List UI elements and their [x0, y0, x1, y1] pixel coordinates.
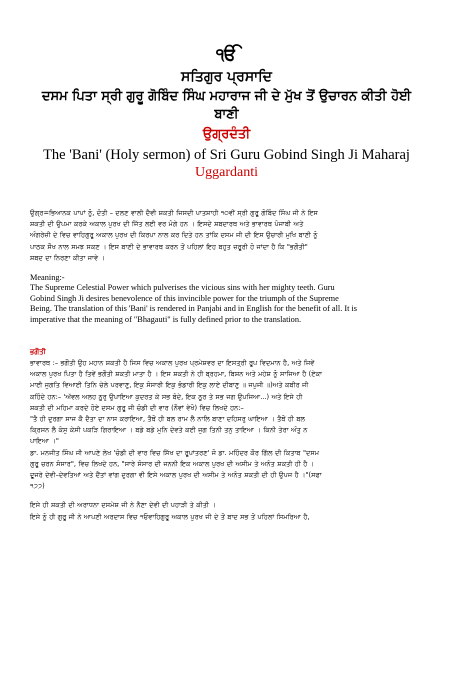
intro-line: ਸ਼ਕਤੀ ਦੀ ਉਪਮਾ ਕਰਕੇ ਅਕਾਲ ਪੁਰਖ ਦੀ ਜਿੱਤ ਲਈ ਵਰ ਮੰਗੇ ਹਨ । ਇਸਦੇ ਸ਼ਬਦਾਰਥ ਅਤੇ ਭਾਵਾਰਥ ਪੰਜਾਬੀ ਅਤੇ	[30, 220, 304, 229]
bhagauti-paragraph-2	[30, 448, 423, 493]
paragraph-line: "ਤੈ ਹੀ ਦੁਰਗਾ ਸਾਜ ਕੈ ਦੈਤਾ ਦਾ ਨਾਸ ਕਰਾਇਆ, ਤੈਥੋਂ ਹੀ ਬਲ ਰਾਮ ਲੈ ਨਾਲਿ ਬਾਣਾ ਦਹਿਸਰੁ ਘਾਇਆ । ਤੈਥੋਂ ਹੀ ਬਲ	[30, 415, 305, 424]
intro-line: ਅੰਗਰੇਜ਼ੀ ਦੇ ਵਿਚ ਵਾਹਿਗੁਰੂ ਅਕਾਲ ਪੁਰਖ ਦੀ ਕਿਰਪਾ ਨਾਲ ਕਰ ਦਿਤੇ ਹਨ ਤਾਂਕਿ ਦਸਮ ਜੀ ਦੀ ਇਸ ਉਚਾਰੀ ਮੁਖਿ ਬਾਣੀ ਨੂੰ	[30, 231, 318, 240]
bhagauti-paragraph-3	[30, 500, 423, 522]
paragraph-line: ਪਾਇਆ ।"	[30, 437, 59, 446]
paragraph-line: ਕਹਿੰਦੇ ਹਨ:– 'ਅੱਵਲ ਅਲਹ ਨੂਰੁ ਉਪਾਇਆ ਕੁਦਰਤ ਕੇ ਸਭ ਬੰਦੇ, ਇਕ ਨੂਰ ਤੇ ਸਭ ਜਗ ਉਪਜਿਆ...) ਅਤੇ ਇਸੇ ਹੀ	[30, 392, 303, 401]
meaning-section	[30, 273, 423, 325]
intro-line: ਪਾਠਕ ਸੌਖ ਨਾਲ ਸਮਝ ਸਕਣ । ਇਸ ਬਾਣੀ ਦੇ ਭਾਵਾਰਥ ਕਰਨ ਤੋਂ ਪਹਿਲਾਂ ਇਹ ਬਹੁਤ ਜ਼ਰੂਰੀ ਹੋ ਜਾਂਦਾ ਹੈ ਕਿ "ਭਗੌਤੀ"	[30, 242, 308, 251]
paragraph-line: ਅਕਾਲ ਪੁਰਖ ਪਿਤਾ ਹੈ ਤਿਵੇਂ ਭਗੌਤੀ ਸ਼ਕਤੀ ਮਾਤਾ ਹੈ । ਇਸ ਸ਼ਕਤੀ ਨੇ ਹੀ ਬ੍ਰਹਮਾ, ਬਿਸ਼ਨ ਅਤੇ ਮਹੇਸ਼ ਨੂੰ ਸਾਜਿਆ ਹੈ (ਏਕਾ	[30, 370, 323, 379]
paragraph-line: ਸ਼ਕਤੀ ਦੀ ਮਹਿਮਾ ਕਰਦੇ ਹੋਏ ਦਸਮ ਗੁਰੂ ਜੀ ਚੰਡੀ ਦੀ ਵਾਰ (ਨੌਵਾਂ ਵੇਖੋ) ਵਿਚ ਲਿਖਦੇ ਹਨ:–	[30, 403, 244, 412]
paragraph-line: ਦੂਜਰੇ ਦੇਵੀ–ਦੇਵਤਿਆਂ ਅਤੇ ਦੈਂਤਾਂ ਵਾਂਗ ਦੁਰਗਾ ਵੀ ਇਸੇ ਅਕਾਲ ਪੁਰਖ ਦੀ ਅਸੀਮ ਤੇ ਅਨੰਤ ਸ਼ਕਤੀ ਦੀ ਹੀ ਉਪਜ ਹੈ ।"(ਸਫਾ	[30, 471, 322, 480]
meaning-line: imperative that the meaning of "Bhagauti" is fully defined prior to the translation.	[30, 314, 302, 324]
english-bani-name: Uggardanti	[195, 165, 258, 180]
title-line-1: ਦਸਮ ਪਿਤਾ ਸ੍ਰੀ ਗੁਰੂ ਗੋਬਿੰਦ ਸਿੰਘ ਮਹਾਰਾਜ ਜੀ ਦੇ ਮੁੱਖ ਤੋਂ ਉਚਾਰਨ ਕੀਤੀ ਹੋਈ	[41, 89, 412, 104]
bhagauti-heading: ਭਗੌਤੀ	[30, 348, 46, 357]
meaning-line: The Supreme Celestial Power which pulverises the vicious sins with her mighty teeth. Guru	[30, 283, 335, 293]
paragraph-line: ਮਾਈ ਜੁਗਤਿ ਵਿਆਈ ਤਿਨਿ ਚੇਲੇ ਪਰਵਾਣੁ, ਇਕੁ ਸੰਸਾਰੀ ਇਕੁ ਭੰਡਾਰੀ ਇਕੁ ਲਾਏ ਦੀਬਾਣੁ ॥ ਜਪੁਜੀ ॥)ਅਤੇ ਕਬੀਰ ਜੀ	[30, 381, 309, 390]
paragraph-line: ਭਾਵਾਰਥ :– ਭਗੌਤੀ ਉਹ ਮਹਾਨ ਸ਼ਕਤੀ ਹੈ ਜਿਸ ਵਿਚ ਅਕਾਲ ਪੁਰਖ ਪ੍ਰਮੇਸ਼ਵਰ ਦਾ ਇਸਤ੍ਰੀ ਰੂਪ ਵਿਦਮਾਨ ਹੈ, ਅਤੇ ਜਿਵੇਂ	[30, 359, 315, 368]
meaning-line: Being. The translation of this 'Bani' is rendered in Panjabi and in English for the benefit of all. It is	[30, 304, 358, 314]
intro-paragraph	[30, 208, 423, 264]
document-page	[0, 44, 453, 684]
bhagauti-paragraph-1	[30, 358, 423, 448]
paragraph-line: ੧੭੭)	[30, 482, 45, 491]
ik-onkar-symbol: ੴ	[216, 45, 237, 65]
satgur-prasad-line: ਸਤਿਗੁਰ ਪ੍ਰਸਾਦਿ	[181, 69, 272, 85]
paragraph-line: ਕ੍ਰਿਸਨ ਲੈ ਕੰਸੁ ਕੇਸੀ ਪਕੜਿ ਗਿਰਾਇਆ । ਬਡੇ ਬਡੇ ਮੁਨਿ ਦੇਵਤੇ ਕਈ ਜੁਗ ਤਿਨੀ ਤਨੁ ਤਾਇਆ । ਕਿਨੀ ਤੇਰਾ ਅੰਤੁ ਨ	[30, 426, 308, 435]
meaning-line: Gobind Singh Ji desires benevolence of this invincible power for the triumph of the Supreme	[30, 293, 339, 303]
gurmukhi-bani-name: ਉਗ੍ਰਦੰਤੀ	[202, 127, 251, 142]
paragraph-line: ਡਾ. ਮਨਜੀਤ ਸਿੰਘ ਜੀ ਆਪਣੇ ਲੇਖ 'ਚੰਡੀ ਦੀ ਵਾਰ ਵਿਚ ਸਿੱਖ ਦਾ ਰੂਪਾਂਤਰਣ' ਜੋ ਡਾ. ਮਹਿੰਦਰ ਕੌਰ ਗਿੱਲ ਦੀ ਕਿਤਾਬ "ਦਸਮ	[30, 448, 320, 457]
intro-line: ਉਗ੍ਰ=ਭਿਆਨਕ ਪਾਪਾਂ ਨੂੰ, ਦੰਤੀ – ਦਲਣ ਵਾਲੀ ਦੈਵੀ ਸ਼ਕਤੀ ਜਿਸਦੀ ਪਾਤਸ਼ਾਹੀ ੧੦ਵੀਂ ਸ੍ਰੀ ਗੁਰੂ ਗੋਬਿੰਦ ਸਿੰਘ ਜੀ ਨੇ ਇਸ	[30, 209, 318, 217]
paragraph-line: ਗੁਰੂ ਚਰਨ ਸੰਸਾਰ", ਵਿਚ ਲਿਖਦੇ ਹਨ, "ਸਾਰੇ ਸੰਸਾਰ ਦੀ ਜਨਨੀ ਇਕ ਅਕਾਲ ਪੁਰਖ ਦੀ ਅਸੀਮ ਤੇ ਅਨੰਤ ਸ਼ਕਤੀ ਹੀ ਹੈ ।	[30, 459, 315, 468]
meaning-label: Meaning:-	[30, 273, 65, 283]
paragraph-line: ਇਸੇ ਹੀ ਸ਼ਕਤੀ ਦੀ ਅਰਾਧਨਾ ਦਸਮੇਸ਼ ਜੀ ਨੇ ਨੈਣਾ ਦੇਵੀ ਦੀ ਪਹਾੜੀ ਤੇ ਕੀਤੀ ।	[30, 501, 216, 510]
paragraph-line: ਇਸੇ ਨੂੰ ਹੀ ਗੁਰੂ ਜੀ ਨੇ ਆਪਣੀ ਅਰਦਾਸ ਵਿਚ ੧ਓਵਾਹਿਗੁਰੂ ਅਕਾਲ ਪੁਰਖ ਜੀ ਦੇ ਤੋਂ ਬਾਦ ਸਭ ਤੋਂ ਪਹਿਲਾਂ ਸਿਮਰਿਆ ਹੈ,	[30, 512, 310, 521]
title-line-2: ਬਾਣੀ	[214, 107, 239, 122]
intro-line: ਸ਼ਬਦ ਦਾ ਨਿਰਣਾ ਕੀਤਾ ਜਾਵੇ ।	[30, 253, 105, 262]
english-title: The 'Bani' (Holy sermon) of Sri Guru Gobind Singh Ji Maharaj	[43, 147, 410, 163]
